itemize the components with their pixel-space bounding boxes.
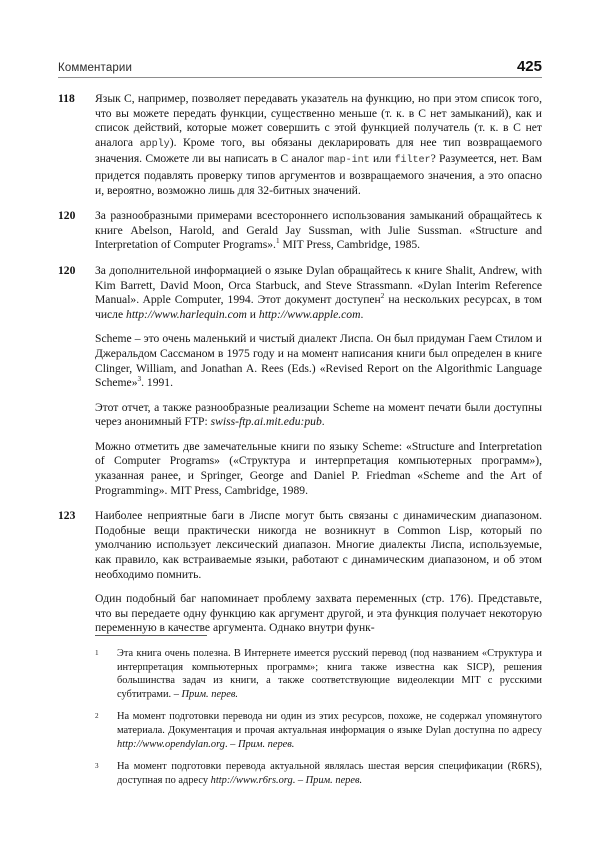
- text-span: .: [321, 415, 325, 429]
- footnote-entry: [95, 710, 542, 751]
- comment-page-ref: 123: [58, 509, 76, 523]
- paragraph: [95, 592, 542, 636]
- paragraph: [95, 509, 542, 582]
- footnote-text: [117, 760, 542, 787]
- text-span: ? Разумеется, нет. Вам придется подавлять проверку типов аргументов и возвращаемого значения, а это опасно и, вероятно, возможно лишь для 32-битных значений.: [95, 152, 542, 197]
- text-span: За разнообразными примерами всестороннего использования замыканий обращайтесь к книге Abelson, Harold, and Gerald Jay Sussman, with Julie Sussman. «Structure and Interpretation of Computer Programs».: [95, 209, 542, 252]
- text-span: или: [369, 152, 395, 166]
- paragraph: [95, 264, 542, 322]
- footnote-separator-rule: [95, 635, 207, 636]
- comments-body: [58, 92, 542, 647]
- footnote-marker: 2: [95, 712, 99, 721]
- running-header: [58, 48, 542, 78]
- footnote-text: [117, 710, 542, 751]
- text-span: . 1991.: [141, 376, 173, 390]
- text-span: Можно отметить две замечательные книги по языку Scheme: «Structure and Interpretation of Computer Programs» («Структура и интерпретация компьютерных программ»), указанная ранее, и Springer, George and Daniel P. Friedman «Scheme and the Art of Programming». MIT Press, Cambridge, 1989.: [95, 439, 542, 497]
- comment-text: [95, 209, 542, 253]
- text-span: на нескольких ресурсах, в том числе: [95, 293, 542, 321]
- paragraph: [95, 92, 542, 198]
- header-title: Комментарии: [58, 61, 133, 74]
- italic-span: http://www.apple.com: [258, 307, 361, 321]
- text-span: На момент подготовки перевода ни один из этих ресурсов, похоже, не содержал упомянутого материала. Документация и прочая актуальная информация о языке Dylan доступна по адресу: [117, 711, 542, 736]
- comment-text: [95, 509, 542, 636]
- text-span: MIT Press, Cambridge, 1985.: [279, 238, 421, 252]
- page-number: 425: [516, 58, 542, 75]
- code-span: apply: [139, 138, 170, 150]
- footnote-entry: [95, 760, 542, 787]
- comment-text: [95, 264, 542, 498]
- italic-span: Прим. перев.: [305, 774, 363, 786]
- text-span: На момент подготовки перевода актуальной являлась шестая версия спецификации (R6RS), доступная по адресу: [117, 761, 542, 786]
- comment-entry: [58, 509, 542, 636]
- italic-span: Прим. перев.: [237, 738, 295, 750]
- paragraph: [95, 401, 542, 430]
- footnote-reference: 2: [380, 292, 385, 301]
- footnote-marker: 3: [95, 762, 99, 771]
- text-span: Этот отчет, а также разнообразные реализации Scheme на момент печати были доступны через анонимный FTP:: [95, 400, 542, 429]
- text-span: . –: [224, 738, 238, 750]
- text-span: Наиболее неприятные баги в Лиспе могут быть связаны с динамическим диапазоном. Подобные вещи практически никогда не возникнут в Common Lisp, который по умолчанию использует лексический диапазон. Многие диалекты Лиспа, используемые, как правило, как встраиваемые языки, работают с динамическим диапазоном, и об этом необходимо помнить.: [95, 509, 542, 581]
- text-span: Один подобный баг напоминает проблему захвата переменных (стр. 176). Представьте, что вы передаете одну функцию как аргумент другой, и эта функция получает некоторую переменную в качестве аргумента. Однако внутри функ-: [95, 592, 542, 635]
- footnote-reference: 1: [275, 237, 280, 246]
- comment-entry: [58, 209, 542, 253]
- comment-page-ref: 118: [58, 92, 75, 105]
- text-span: .: [360, 307, 364, 321]
- footnote-reference: 3: [137, 375, 142, 384]
- text-span: За дополнительной информацией о языке Dylan обращайтесь к книге Shalit, Andrew, with Kim Barrett, David Moon, Orca Starbuck, and Steve Strassmann. «Dylan Interim Reference Manual». Apple Computer, 1994. Этот документ доступен: [95, 263, 542, 307]
- paragraph: [95, 440, 542, 498]
- comment-entry: [58, 92, 542, 198]
- paragraph: [95, 332, 542, 390]
- text-span: Scheme – это очень маленький и чистый диалект Лиспа. Он был придуман Гаем Стилом и Джеральдом Сассманом в 1975 году и на момент написания книги был определен в книге Clinger, William, and Jonathan A. Rees (Eds.) «Revised Report on the Algorithmic Language Scheme»: [95, 332, 542, 390]
- code-span: filter: [394, 155, 431, 167]
- footnote-marker: 1: [95, 649, 99, 657]
- footnote-entry: [95, 647, 542, 701]
- italic-span: swiss-ftp.ai.mit.edu:pub: [210, 415, 322, 429]
- text-span: . –: [292, 774, 306, 786]
- italic-span: http://www.r6rs.org: [210, 774, 293, 786]
- text-span: и: [246, 307, 259, 321]
- italic-span: Прим. перев.: [181, 688, 238, 700]
- footnote-text: [117, 647, 542, 701]
- italic-span: http://www.opendylan.org: [117, 738, 225, 750]
- paragraph: [95, 209, 542, 253]
- comment-text: [95, 92, 542, 198]
- code-span: map-int: [327, 155, 370, 167]
- comment-page-ref: 120: [58, 263, 76, 277]
- comment-page-ref: 120: [58, 209, 76, 223]
- italic-span: http://www.harlequin.com: [126, 307, 247, 321]
- comment-entry: [58, 264, 542, 498]
- footnotes-section: [95, 635, 542, 796]
- text-span: Язык C, например, позволяет передавать указатель на функцию, но при этом список того, что вы можете передать функции, существенно меньше (т. к. в C нет замыканий), как и список действий, которые может совершить с этой функцией получатель (т. к. в C нет аналога: [95, 92, 542, 149]
- text-span: Эта книга очень полезна. В Интернете имеется русский перевод (под названием «Структура и интерпретация компьютерных программ»; книга также известна как SICP), решения большинства задач из книги, а также соответствующие видеолекции MIT с русскими субтитрами. –: [117, 648, 542, 700]
- text-span: ). Кроме того, вы обязаны декларировать для нее тип возвращаемого значения. Сможете ли вы написать в C аналог: [95, 135, 543, 166]
